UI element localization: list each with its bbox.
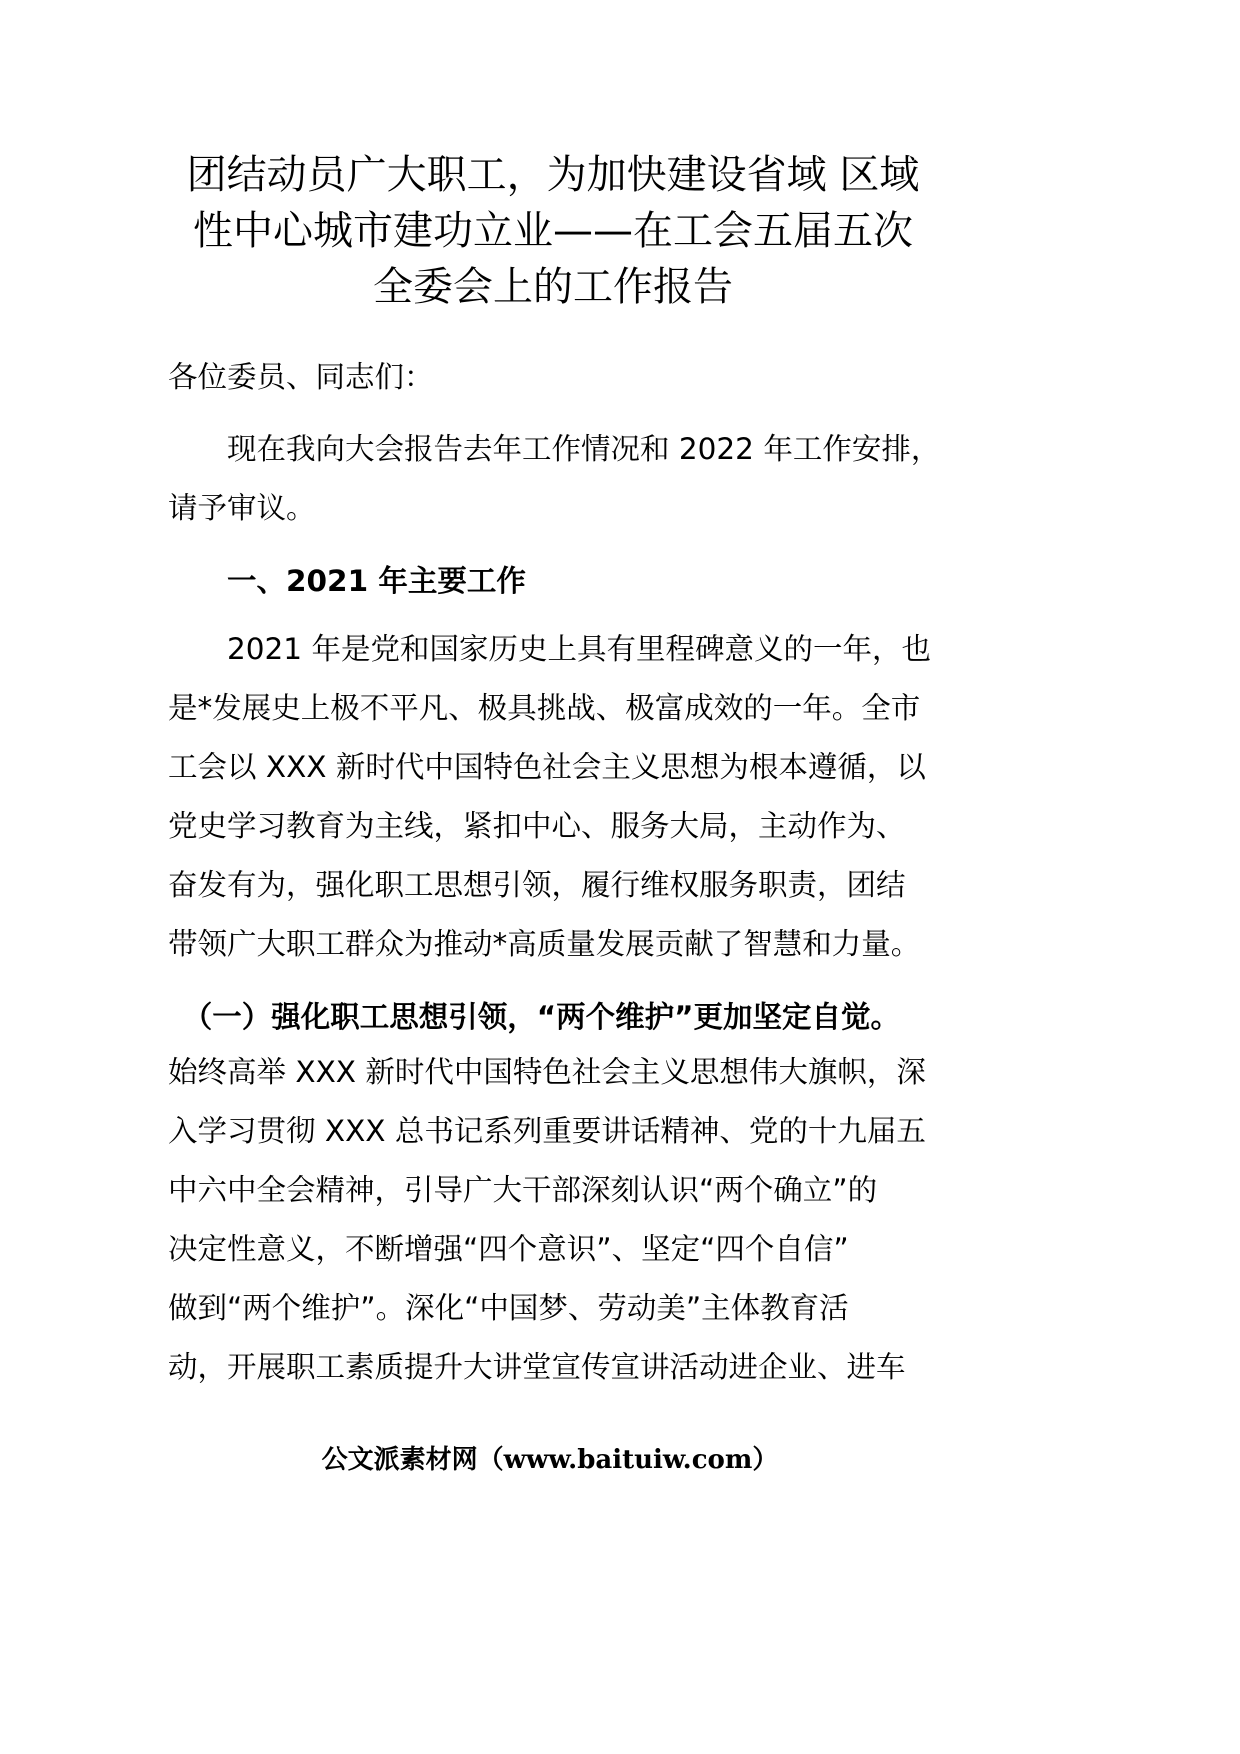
paragraph-line: 入学习贯彻 XXX 总书记系列重要讲话精神、党的十九届五 — [168, 1114, 926, 1148]
paragraph-line: 奋发有为，强化职工思想引领，履行维权服务职责，团结 — [168, 868, 906, 902]
section-heading-text: 一、2021 年主要工作 — [168, 564, 526, 598]
footer-watermark-text: 公文派素材网（www.baituiw.com） — [321, 1445, 779, 1475]
intro-paragraph — [168, 420, 940, 538]
paragraph-line: 做到“两个维护”。深化“中国梦、劳动美”主体教育活 — [168, 1291, 849, 1325]
paragraph-line: 现在我向大会报告去年工作情况和 2022 年工作安排， — [168, 432, 941, 466]
paragraph-line: 2021 年是党和国家历史上具有里程碑意义的一年，也 — [168, 632, 931, 666]
paragraph-line: 带领广大职工群众为推动*高质量发展贡献了智慧和力量。 — [168, 927, 921, 961]
subsection-heading — [168, 988, 940, 1047]
title-line: 团结动员广大职工，为加快建设省域 区域 — [186, 152, 920, 198]
salutation-text: 各位委员、同志们： — [168, 360, 434, 394]
salutation — [168, 348, 940, 407]
title-line: 全委会上的工作报告 — [373, 264, 733, 310]
paragraph-line: 决定性意义，不断增强“四个意识”、坚定“四个自信” — [168, 1232, 849, 1266]
subsection-heading-text: （一）强化职工思想引领，“两个维护”更加坚定自觉。 — [168, 1000, 901, 1034]
document-title — [168, 147, 938, 315]
paragraph-line: 始终高举 XXX 新时代中国特色社会主义思想伟大旗帜，深 — [168, 1055, 926, 1089]
footer-watermark — [0, 1440, 1100, 1480]
paragraph-line: 请予审议。 — [168, 491, 316, 525]
title-line: 性中心城市建功立业——在工会五届五次 — [193, 208, 913, 254]
paragraph-line: 中六中全会精神，引导广大干部深刻认识“两个确立”的 — [168, 1173, 878, 1207]
paragraph-line: 党史学习教育为主线，紧扣中心、服务大局，主动作为、 — [168, 809, 906, 843]
paragraph-line: 动，开展职工素质提升大讲堂宣传宣讲活动进企业、进车 — [168, 1350, 906, 1384]
section-heading — [168, 552, 940, 611]
paragraph-line: 是*发展史上极不平凡、极具挑战、极富成效的一年。全市 — [168, 691, 921, 725]
paragraph-line: 工会以 XXX 新时代中国特色社会主义思想为根本遵循，以 — [168, 750, 926, 784]
subsection-paragraph — [168, 1043, 940, 1397]
section-paragraph — [168, 620, 940, 974]
